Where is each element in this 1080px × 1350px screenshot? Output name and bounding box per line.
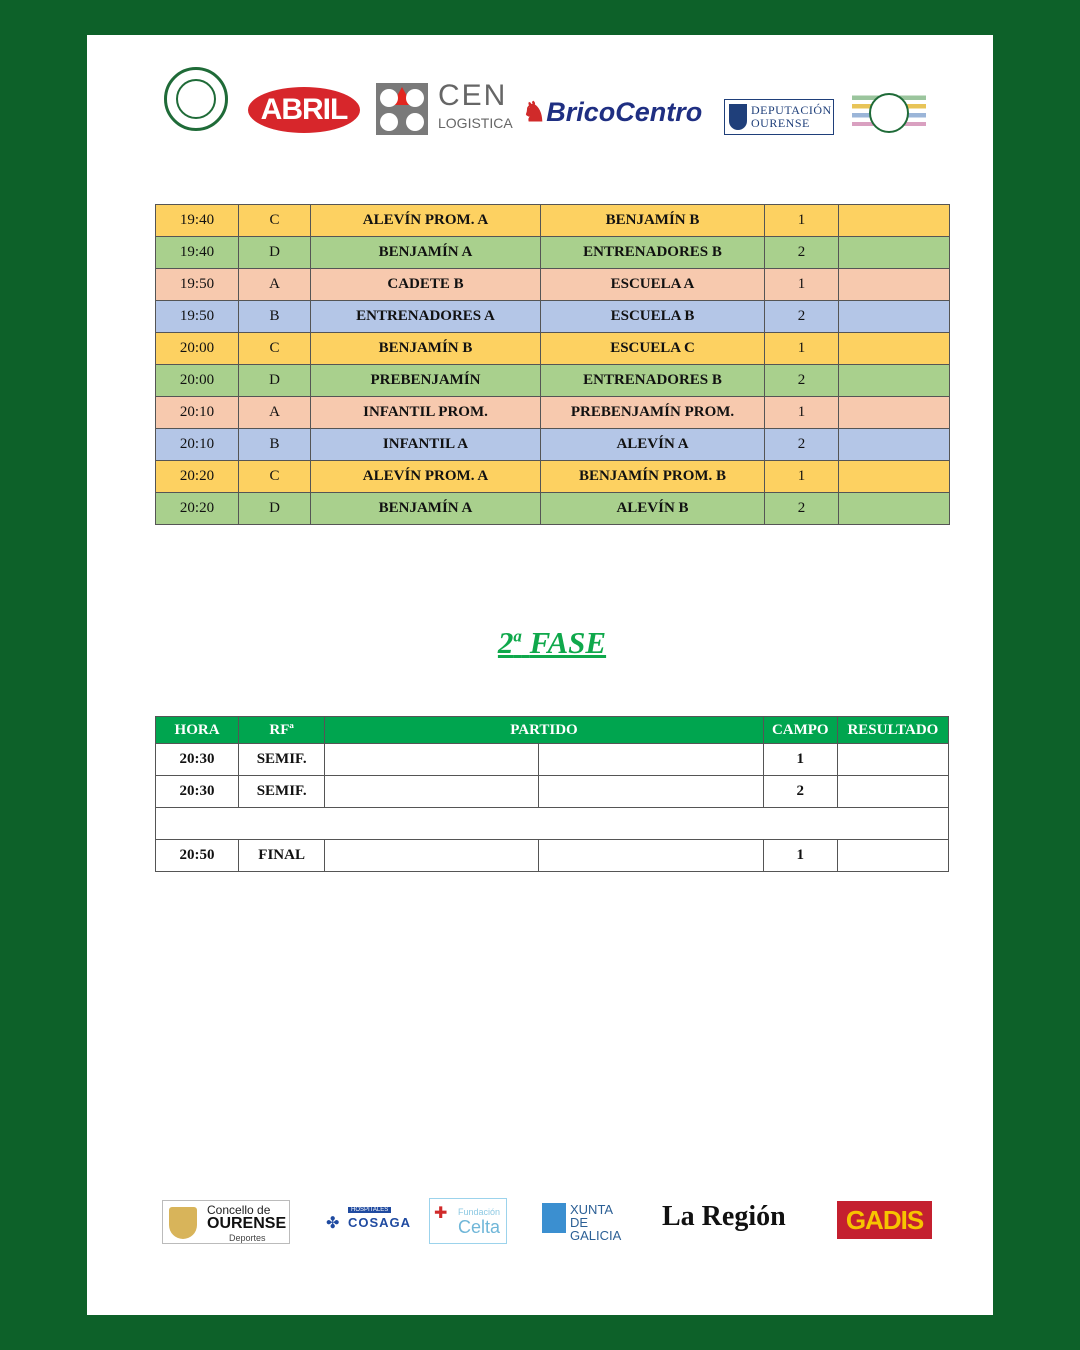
phase2-spacer-row bbox=[156, 808, 949, 840]
header-rf: RFª bbox=[239, 717, 325, 744]
cen-name: CEN bbox=[438, 79, 508, 112]
schedule-time: 19:50 bbox=[156, 269, 239, 301]
schedule-time: 19:40 bbox=[156, 205, 239, 237]
xunta-square-icon bbox=[542, 1203, 566, 1233]
schedule-field: 2 bbox=[765, 493, 839, 525]
phase2-table bbox=[155, 716, 949, 872]
schedule-home-team: BENJAMÍN A bbox=[311, 493, 541, 525]
cosaga-name: COSAGA bbox=[348, 1215, 412, 1230]
phase2-row bbox=[156, 744, 949, 776]
phase2-field: 1 bbox=[763, 840, 837, 872]
phase-title-num: 2 bbox=[497, 625, 514, 660]
schedule-field: 2 bbox=[765, 237, 839, 269]
phase2-time: 20:30 bbox=[156, 776, 239, 808]
schedule-group: D bbox=[239, 237, 311, 269]
schedule-home-team: BENJAMÍN B bbox=[311, 333, 541, 365]
schedule-group: B bbox=[239, 301, 311, 333]
phase2-row bbox=[156, 840, 949, 872]
schedule-group: A bbox=[239, 397, 311, 429]
schedule-away-team: BENJAMÍN B bbox=[541, 205, 765, 237]
schedule-time: 20:00 bbox=[156, 365, 239, 397]
phase2-home[interactable] bbox=[325, 744, 539, 776]
schedule-result[interactable] bbox=[839, 397, 950, 429]
phase2-time: 20:30 bbox=[156, 744, 239, 776]
schedule-field: 2 bbox=[765, 365, 839, 397]
cosaga-logo bbox=[324, 1207, 412, 1233]
schedule-home-team: INFANTIL A bbox=[311, 429, 541, 461]
schedule-away-team: ENTRENADORES B bbox=[541, 365, 765, 397]
deputacion-line2: OURENSE bbox=[751, 116, 810, 130]
abril-logo: ABRIL bbox=[248, 87, 360, 133]
phase2-field: 1 bbox=[763, 744, 837, 776]
concello-l1: Concello de bbox=[207, 1203, 271, 1217]
deputacion-line1: DEPUTACIÓN bbox=[751, 103, 832, 117]
schedule-field: 1 bbox=[765, 333, 839, 365]
schedule-home-team: CADETE B bbox=[311, 269, 541, 301]
schedule-home-team: ALEVÍN PROM. A bbox=[311, 205, 541, 237]
header-partido: PARTIDO bbox=[325, 717, 764, 744]
schedule-home-team: INFANTIL PROM. bbox=[311, 397, 541, 429]
schedule-result[interactable] bbox=[839, 301, 950, 333]
phase2-home[interactable] bbox=[325, 776, 539, 808]
gadis-logo: GADIS bbox=[837, 1201, 932, 1239]
xunta-l2: DE GALICIA bbox=[570, 1215, 622, 1243]
schedule-field: 2 bbox=[765, 429, 839, 461]
phase2-away[interactable] bbox=[539, 840, 763, 872]
schedule-time: 19:40 bbox=[156, 237, 239, 269]
celta-f: Fundación bbox=[458, 1207, 501, 1217]
schedule-time: 20:10 bbox=[156, 429, 239, 461]
club-badge-logo bbox=[164, 67, 228, 131]
xunta-l1: XUNTA bbox=[570, 1202, 614, 1217]
cen-logistica-logo bbox=[376, 79, 516, 135]
phase2-round: SEMIF. bbox=[239, 776, 325, 808]
schedule-time: 20:00 bbox=[156, 333, 239, 365]
schedule-field: 1 bbox=[765, 397, 839, 429]
schedule-row bbox=[156, 429, 950, 461]
schedule-group: D bbox=[239, 493, 311, 525]
phase2-field: 2 bbox=[763, 776, 837, 808]
phase-title-sup: a bbox=[513, 626, 522, 646]
header-resultado: RESULTADO bbox=[837, 717, 948, 744]
schedule-home-team: BENJAMÍN A bbox=[311, 237, 541, 269]
schedule-result[interactable] bbox=[839, 493, 950, 525]
schedule-row bbox=[156, 205, 950, 237]
group-schedule-table bbox=[155, 204, 950, 525]
phase2-spacer bbox=[156, 808, 949, 840]
brico-name: BricoCentro bbox=[546, 97, 703, 127]
phase2-home[interactable] bbox=[325, 840, 539, 872]
cosaga-mark-icon: ✤ bbox=[326, 1213, 340, 1232]
bricocentro-logo bbox=[522, 97, 712, 133]
concello-l3: Deportes bbox=[229, 1233, 266, 1243]
phase-title bbox=[87, 625, 1017, 661]
schedule-group: C bbox=[239, 333, 311, 365]
concello-l2: OURENSE bbox=[207, 1215, 287, 1232]
schedule-row bbox=[156, 461, 950, 493]
schedule-row bbox=[156, 269, 950, 301]
cross-icon: ✚ bbox=[434, 1203, 448, 1222]
document-page bbox=[87, 35, 993, 1315]
cen-sub: LOGISTICA bbox=[438, 115, 513, 131]
cosaga-tag: HOSPITALES bbox=[348, 1207, 391, 1213]
schedule-field: 1 bbox=[765, 269, 839, 301]
schedule-result[interactable] bbox=[839, 461, 950, 493]
schedule-away-team: ESCUELA B bbox=[541, 301, 765, 333]
schedule-home-team: ENTRENADORES A bbox=[311, 301, 541, 333]
phase2-result[interactable] bbox=[837, 744, 948, 776]
schedule-time: 20:20 bbox=[156, 493, 239, 525]
schedule-away-team: ESCUELA C bbox=[541, 333, 765, 365]
phase2-result[interactable] bbox=[837, 840, 948, 872]
schedule-group: A bbox=[239, 269, 311, 301]
federation-seal-logo bbox=[852, 91, 926, 135]
sponsors-top bbox=[162, 63, 932, 143]
phase2-round: FINAL bbox=[239, 840, 325, 872]
schedule-away-team: ALEVÍN B bbox=[541, 493, 765, 525]
crest-icon bbox=[169, 1207, 197, 1239]
schedule-row bbox=[156, 365, 950, 397]
phase2-away[interactable] bbox=[539, 744, 763, 776]
schedule-field: 1 bbox=[765, 461, 839, 493]
schedule-result[interactable] bbox=[839, 205, 950, 237]
schedule-field: 1 bbox=[765, 205, 839, 237]
schedule-time: 20:20 bbox=[156, 461, 239, 493]
fundacion-celta-logo bbox=[429, 1198, 507, 1244]
celta-n: Celta bbox=[458, 1217, 501, 1237]
xunta-galicia-logo bbox=[542, 1202, 642, 1243]
concello-ourense-logo bbox=[162, 1200, 290, 1244]
phase2-away[interactable] bbox=[539, 776, 763, 808]
header-hora: HORA bbox=[156, 717, 239, 744]
schedule-away-team: PREBENJAMÍN PROM. bbox=[541, 397, 765, 429]
phase2-time: 20:50 bbox=[156, 840, 239, 872]
schedule-home-team: PREBENJAMÍN bbox=[311, 365, 541, 397]
phase2-round: SEMIF. bbox=[239, 744, 325, 776]
schedule-row bbox=[156, 237, 950, 269]
sponsors-bottom bbox=[162, 1195, 942, 1255]
schedule-result[interactable] bbox=[839, 365, 950, 397]
schedule-home-team: ALEVÍN PROM. A bbox=[311, 461, 541, 493]
phase2-result[interactable] bbox=[837, 776, 948, 808]
schedule-time: 20:10 bbox=[156, 397, 239, 429]
la-region-logo: La Región bbox=[662, 1201, 786, 1232]
schedule-result[interactable] bbox=[839, 269, 950, 301]
schedule-field: 2 bbox=[765, 301, 839, 333]
phase2-row bbox=[156, 776, 949, 808]
schedule-row bbox=[156, 493, 950, 525]
schedule-away-team: ESCUELA A bbox=[541, 269, 765, 301]
header-campo: CAMPO bbox=[763, 717, 837, 744]
schedule-result[interactable] bbox=[839, 333, 950, 365]
schedule-result[interactable] bbox=[839, 429, 950, 461]
schedule-away-team: BENJAMÍN PROM. B bbox=[541, 461, 765, 493]
schedule-row bbox=[156, 301, 950, 333]
schedule-row bbox=[156, 397, 950, 429]
schedule-away-team: ALEVÍN A bbox=[541, 429, 765, 461]
shield-icon bbox=[729, 104, 747, 130]
schedule-group: C bbox=[239, 205, 311, 237]
phase2-header-row bbox=[156, 717, 949, 744]
bird-icon: ♞ bbox=[522, 97, 547, 127]
deputacion-ourense-logo bbox=[724, 99, 834, 135]
schedule-group: C bbox=[239, 461, 311, 493]
phase-title-text: FASE bbox=[529, 625, 607, 660]
schedule-row bbox=[156, 333, 950, 365]
schedule-time: 19:50 bbox=[156, 301, 239, 333]
schedule-away-team: ENTRENADORES B bbox=[541, 237, 765, 269]
schedule-group: B bbox=[239, 429, 311, 461]
schedule-group: D bbox=[239, 365, 311, 397]
schedule-result[interactable] bbox=[839, 237, 950, 269]
